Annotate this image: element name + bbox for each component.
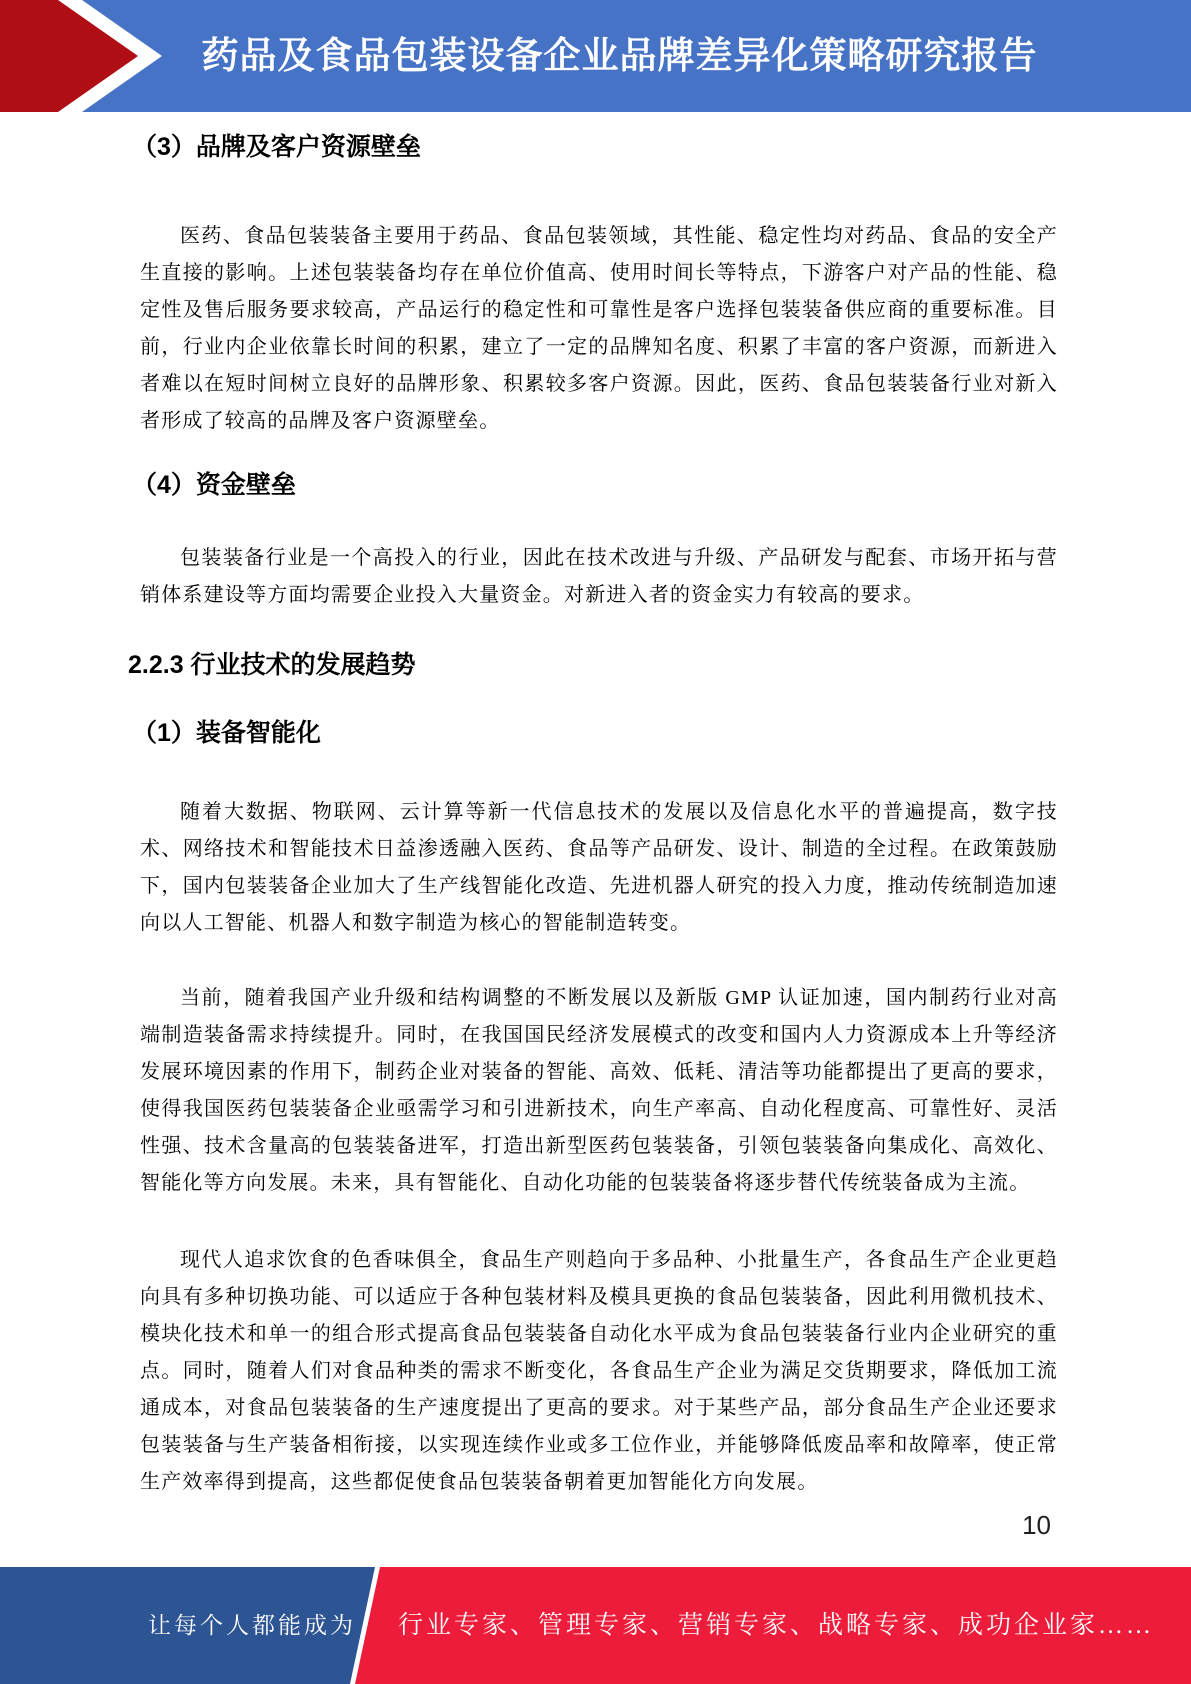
paragraph-brand-customer-barrier: 医药、食品包装装备主要用于药品、食品包装领域，其性能、稳定性均对药品、食品的安全产生直接的影响。上述包装装备均存在单位价值高、使用时间长等特点，下游客户对产品的性能、稳定性及售后服务要求较高，产品运行的稳定性和可靠性是客户选择包装装备供应商的重要标准。目前，行业内企业依靠长时间的积累，建立了一定的品牌知名度、积累了丰富的客户资源，而新进入者难以在短时间树立良好的品牌形象、积累较多客户资源。因此，医药、食品包装装备行业对新入者形成了较高的品牌及客户资源壁垒。	[140, 225, 1058, 432]
paragraph-intelligence-3: 现代人追求饮食的色香味俱全，食品生产则趋向于多品种、小批量生产，各食品生产企业更趋向具有多种切换功能、可以适应于各种包装材料及模具更换的食品包装装备，因此利用微机技术、模块化技术和单一的组合形式提高食品包装装备自动化水平成为食品包装装备行业内企业研究的重点。同时，随着人们对食品种类的需求不断变化，各食品生产企业为满足交货期要求，降低加工流通成本，对食品包装装备的生产速度提出了更高的要求。对于某些产品，部分食品生产企业还要求包装装备与生产装备相衔接，以实现连续作业或多工位作业，并能够降低废品率和故障率，使正常生产效率得到提高，这些都促使食品包装装备朝着更加智能化方向发展。	[140, 1249, 1058, 1493]
paragraph-intelligence-1: 随着大数据、物联网、云计算等新一代信息技术的发展以及信息化水平的普遍提高，数字技术、网络技术和智能技术日益渗透融入医药、食品等产品研发、设计、制造的全过程。在政策鼓励下，国内包装装备企业加大了生产线智能化改造、先进机器人研究的投入力度，推动传统制造加速向以人工智能、机器人和数字制造为核心的智能制造转变。	[140, 801, 1058, 934]
footer-slogan-left: 让每个人都能成为	[148, 1613, 356, 1638]
paragraph-intelligence-2: 当前，随着我国产业升级和结构调整的不断发展以及新版 GMP 认证加速，国内制药行业对高端制造装备需求持续提升。同时，在我国国民经济发展模式的改变和国内人力资源成本上升等经济发展环境因素的作用下，制药企业对装备的智能、高效、低耗、清洁等功能都提出了更高的要求，使得我国医药包装装备企业亟需学习和引进新技术，向生产率高、自动化程度高、可靠性好、灵活性强、技术含量高的包装装备进军，打造出新型医药包装装备，引领包装装备向集成化、高效化、智能化等方向发展。未来，具有智能化、自动化功能的包装装备将逐步替代传统装备成为主流。	[140, 987, 1058, 1194]
heading-technology-trend: 2.2.3 行业技术的发展趋势	[128, 651, 416, 679]
heading-brand-customer-barrier: （3）品牌及客户资源壁垒	[132, 133, 421, 161]
heading-equipment-intelligence: （1）装备智能化	[132, 719, 321, 747]
footer-slogan-right: 行业专家、管理专家、营销专家、战略专家、成功企业家……	[398, 1612, 1155, 1639]
report-title: 药品及食品包装设备企业品牌差异化策略研究报告	[201, 35, 1038, 76]
page-number: 10	[1022, 1510, 1051, 1540]
document-body	[128, 0, 1058, 1501]
footer-banner	[0, 1567, 1191, 1684]
heading-capital-barrier: （4）资金壁垒	[132, 471, 296, 499]
paragraph-capital-barrier: 包装装备行业是一个高投入的行业，因此在技术改进与升级、产品研发与配套、市场开拓与营销体系建设等方面均需要企业投入大量资金。对新进入者的资金实力有较高的要求。	[140, 547, 1058, 606]
